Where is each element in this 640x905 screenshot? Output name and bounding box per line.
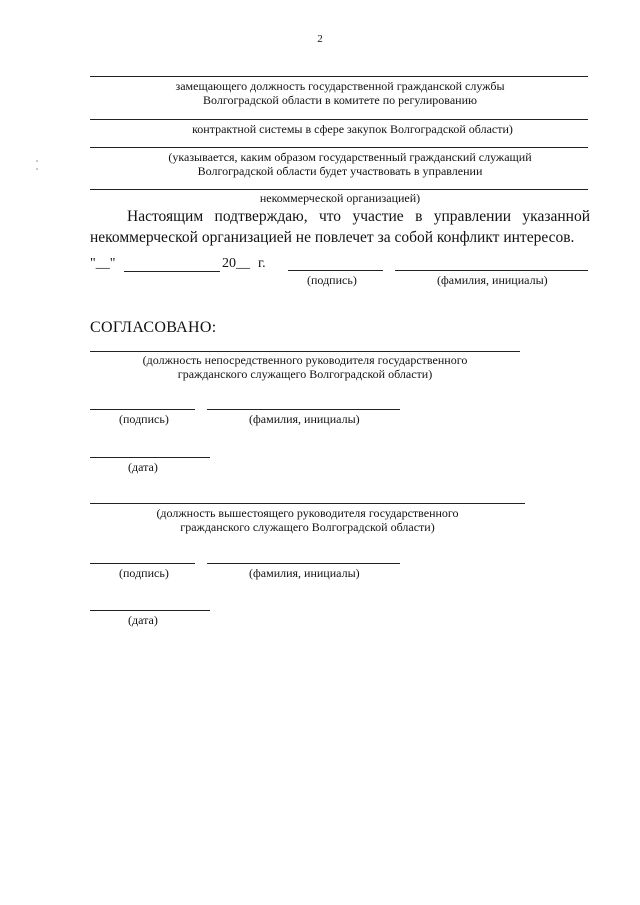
- date-year-suffix: г.: [258, 256, 266, 271]
- scan-mark: [36, 160, 38, 162]
- fill-line: [90, 147, 588, 148]
- name-caption: (фамилия, инициалы): [437, 273, 548, 287]
- date-caption: (дата): [128, 613, 158, 627]
- name-caption: (фамилия, инициалы): [249, 412, 360, 426]
- caption: контрактной системы в сфере закупок Волгоградской области): [192, 122, 513, 136]
- fill-line: [90, 76, 588, 77]
- signature-caption: (подпись): [307, 273, 357, 287]
- date-day: "__": [90, 256, 116, 271]
- fill-line: [90, 189, 588, 190]
- manager-position-line: [90, 351, 520, 352]
- signature-caption: (подпись): [119, 566, 169, 580]
- signature-line: [288, 270, 383, 271]
- caption: гражданского служащего Волгоградской области): [177, 367, 433, 381]
- date-month-line: [124, 271, 220, 272]
- scan-mark: [36, 168, 38, 170]
- senior-position-line: [90, 503, 525, 504]
- name-line: [395, 270, 588, 271]
- senior-signature-line: [90, 563, 195, 564]
- caption: (указывается, каким образом государственный гражданский служащий: [168, 150, 532, 164]
- manager-name-line: [207, 409, 400, 410]
- date-year: 20__: [222, 256, 250, 271]
- approval-heading: СОГЛАСОВАНО:: [90, 319, 217, 336]
- manager-date-line: [90, 457, 210, 458]
- caption: гражданского служащего Волгоградской области): [180, 520, 435, 534]
- fill-line: [90, 119, 588, 120]
- caption: (должность вышестоящего руководителя государственного: [156, 506, 459, 520]
- signature-caption: (подпись): [119, 412, 169, 426]
- caption: (должность непосредственного руководителя государственного: [142, 353, 468, 367]
- senior-date-line: [90, 610, 210, 611]
- date-caption: (дата): [128, 460, 158, 474]
- page-number: 2: [317, 33, 323, 45]
- caption: Волгоградской области будет участвовать в управлении: [197, 164, 483, 178]
- manager-signature-line: [90, 409, 195, 410]
- caption: Волгоградской области в комитете по регулированию: [203, 93, 477, 107]
- confirmation-paragraph: Настоящим подтверждаю, что участие в управлении указанной некоммерческой организацией не повлечет за собой конфликт интересов.: [90, 208, 590, 246]
- senior-name-line: [207, 563, 400, 564]
- caption: некоммерческой организацией): [259, 191, 421, 205]
- name-caption: (фамилия, инициалы): [249, 566, 360, 580]
- caption: замещающего должность государственной гражданской службы: [175, 79, 505, 93]
